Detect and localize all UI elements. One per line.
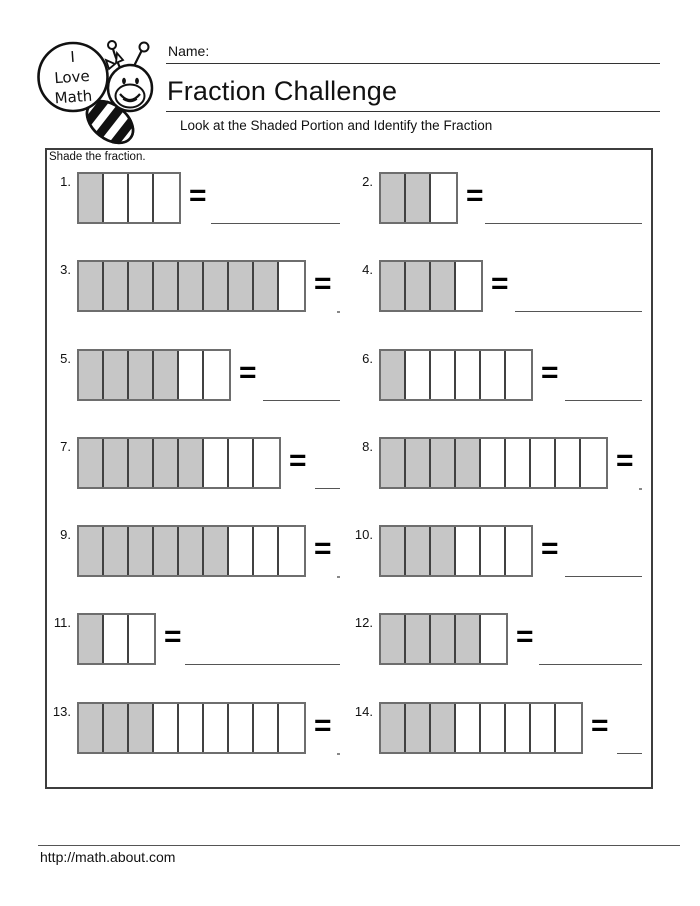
problem-14 <box>349 696 651 784</box>
answer-blank <box>315 488 340 489</box>
problems-rows <box>47 166 651 784</box>
shaded-cell <box>381 439 406 487</box>
fraction-bar <box>379 260 483 312</box>
problem-11 <box>47 607 349 695</box>
problem-13 <box>47 696 349 784</box>
fraction-bar <box>379 172 458 224</box>
empty-cell <box>154 704 179 752</box>
footer-divider <box>38 845 680 846</box>
empty-cell <box>481 704 506 752</box>
empty-cell <box>279 527 304 575</box>
empty-cell <box>254 527 279 575</box>
instruction-text: Shade the fraction. <box>49 151 146 163</box>
shaded-cell <box>104 351 129 399</box>
fraction-bar <box>77 437 281 489</box>
shaded-cell <box>406 615 431 663</box>
empty-cell <box>456 704 481 752</box>
empty-cell <box>506 527 531 575</box>
empty-cell <box>581 439 606 487</box>
equals-sign: = <box>491 267 509 301</box>
shaded-cell <box>129 704 154 752</box>
shaded-cell <box>104 704 129 752</box>
problem-number: 8. <box>362 438 373 454</box>
problem-12 <box>349 607 651 695</box>
problem-3 <box>47 254 349 342</box>
problem-1 <box>47 166 349 254</box>
shaded-cell <box>381 262 406 310</box>
shaded-cell <box>79 615 104 663</box>
equals-sign: = <box>541 532 559 566</box>
fraction-bar <box>77 702 306 754</box>
worksheet-box <box>45 148 653 789</box>
problem-8 <box>349 431 651 519</box>
shaded-cell <box>204 527 229 575</box>
equals-sign: = <box>314 708 332 742</box>
empty-cell <box>481 527 506 575</box>
problem-row <box>47 254 651 342</box>
empty-cell <box>556 704 581 752</box>
shaded-cell <box>104 262 129 310</box>
empty-cell <box>104 174 129 222</box>
equals-sign: = <box>314 267 332 301</box>
shaded-cell <box>79 174 104 222</box>
problem-number: 14. <box>354 703 373 719</box>
answer-blank <box>185 664 340 665</box>
shaded-cell <box>406 174 431 222</box>
fraction-bar <box>77 172 181 224</box>
problem-number: 5. <box>60 350 71 366</box>
empty-cell <box>456 527 481 575</box>
answer-blank <box>639 488 642 490</box>
problem-row <box>47 519 651 607</box>
empty-cell <box>204 704 229 752</box>
answer-blank <box>485 223 642 224</box>
empty-cell <box>204 351 229 399</box>
fraction-bar <box>379 437 608 489</box>
problem-number: 7. <box>60 438 71 454</box>
equals-sign: = <box>616 443 634 477</box>
shaded-cell <box>129 351 154 399</box>
shaded-cell <box>456 615 481 663</box>
shaded-cell <box>204 262 229 310</box>
problem-number: 3. <box>60 262 71 278</box>
shaded-cell <box>79 527 104 575</box>
shaded-cell <box>381 704 406 752</box>
empty-cell <box>229 527 254 575</box>
equals-sign: = <box>466 179 484 212</box>
shaded-cell <box>179 262 204 310</box>
shaded-cell <box>406 527 431 575</box>
empty-cell <box>431 351 456 399</box>
equals-sign: = <box>239 355 257 389</box>
fraction-bar <box>379 702 583 754</box>
problem-number: 12. <box>354 615 373 631</box>
answer-blank <box>565 400 642 401</box>
problem-number: 4. <box>362 262 373 278</box>
answer-blank <box>337 576 340 578</box>
shaded-cell <box>79 704 104 752</box>
shaded-cell <box>456 439 481 487</box>
empty-cell <box>129 174 154 222</box>
problem-7 <box>47 431 349 519</box>
fraction-bar <box>77 260 306 312</box>
problem-5 <box>47 343 349 431</box>
equals-sign: = <box>164 620 182 654</box>
logo-text-line1: I <box>69 47 76 67</box>
empty-cell <box>456 351 481 399</box>
empty-cell <box>531 439 556 487</box>
empty-cell <box>406 351 431 399</box>
fraction-bar <box>77 525 306 577</box>
shaded-cell <box>79 439 104 487</box>
shaded-cell <box>406 439 431 487</box>
problem-10 <box>349 519 651 607</box>
equals-sign: = <box>189 179 207 212</box>
shaded-cell <box>431 527 456 575</box>
footer-url: http://math.about.com <box>40 849 176 865</box>
fraction-bar <box>77 613 156 665</box>
answer-blank <box>337 311 340 313</box>
shaded-cell <box>406 262 431 310</box>
fraction-bar <box>379 525 533 577</box>
shaded-cell <box>154 262 179 310</box>
fraction-bar <box>77 349 231 401</box>
shaded-cell <box>229 262 254 310</box>
empty-cell <box>279 704 304 752</box>
empty-cell <box>481 615 506 663</box>
answer-blank <box>565 576 642 577</box>
title-underline <box>166 111 660 112</box>
shaded-cell <box>179 527 204 575</box>
problem-number: 13. <box>52 703 71 719</box>
empty-cell <box>531 704 556 752</box>
equals-sign: = <box>541 355 559 389</box>
empty-cell <box>179 704 204 752</box>
shaded-cell <box>254 262 279 310</box>
empty-cell <box>254 439 279 487</box>
problem-2 <box>349 166 651 254</box>
equals-sign: = <box>289 443 307 477</box>
shaded-cell <box>154 527 179 575</box>
page-subtitle: Look at the Shaded Portion and Identify the Fraction <box>180 118 493 133</box>
shaded-cell <box>154 439 179 487</box>
answer-blank <box>515 311 642 312</box>
empty-cell <box>154 174 179 222</box>
empty-cell <box>129 615 154 663</box>
shaded-cell <box>406 704 431 752</box>
empty-cell <box>456 262 481 310</box>
logo-text-line3: Math <box>54 86 93 108</box>
problem-row <box>47 696 651 784</box>
answer-blank <box>539 664 642 665</box>
logo-text-line2: Love <box>53 66 91 88</box>
empty-cell <box>179 351 204 399</box>
problem-6 <box>349 343 651 431</box>
shaded-cell <box>381 174 406 222</box>
shaded-cell <box>179 439 204 487</box>
empty-cell <box>431 174 456 222</box>
problem-number: 1. <box>60 174 71 189</box>
empty-cell <box>204 439 229 487</box>
fraction-bar <box>379 349 533 401</box>
problem-row <box>47 166 651 254</box>
empty-cell <box>556 439 581 487</box>
problem-9 <box>47 519 349 607</box>
empty-cell <box>506 704 531 752</box>
shaded-cell <box>431 439 456 487</box>
page-title: Fraction Challenge <box>167 76 398 106</box>
shaded-cell <box>79 351 104 399</box>
problem-row <box>47 607 651 695</box>
problem-row <box>47 343 651 431</box>
shaded-cell <box>431 262 456 310</box>
shaded-cell <box>431 615 456 663</box>
problem-row <box>47 431 651 519</box>
equals-sign: = <box>516 620 534 654</box>
shaded-cell <box>104 439 129 487</box>
answer-blank <box>337 753 340 755</box>
empty-cell <box>229 704 254 752</box>
shaded-cell <box>129 262 154 310</box>
problem-number: 2. <box>362 174 373 189</box>
empty-cell <box>254 704 279 752</box>
problem-number: 10. <box>354 527 373 543</box>
fraction-bar <box>379 613 508 665</box>
shaded-cell <box>79 262 104 310</box>
shaded-cell <box>381 351 406 399</box>
answer-blank <box>617 753 642 754</box>
name-label: Name: <box>168 43 210 59</box>
problem-number: 6. <box>362 350 373 366</box>
shaded-cell <box>104 527 129 575</box>
empty-cell <box>279 262 304 310</box>
shaded-cell <box>129 527 154 575</box>
problem-number: 9. <box>60 527 71 543</box>
i-love-math-bee-logo <box>36 32 168 152</box>
shaded-cell <box>381 527 406 575</box>
shaded-cell <box>129 439 154 487</box>
problem-4 <box>349 254 651 342</box>
empty-cell <box>481 439 506 487</box>
shaded-cell <box>381 615 406 663</box>
equals-sign: = <box>314 532 332 566</box>
empty-cell <box>229 439 254 487</box>
empty-cell <box>481 351 506 399</box>
empty-cell <box>104 615 129 663</box>
empty-cell <box>506 439 531 487</box>
problem-number: 11. <box>53 615 71 631</box>
empty-cell <box>506 351 531 399</box>
answer-blank <box>263 400 340 401</box>
answer-blank <box>211 223 340 224</box>
equals-sign: = <box>591 708 609 742</box>
name-blank-line <box>166 63 660 64</box>
shaded-cell <box>154 351 179 399</box>
shaded-cell <box>431 704 456 752</box>
